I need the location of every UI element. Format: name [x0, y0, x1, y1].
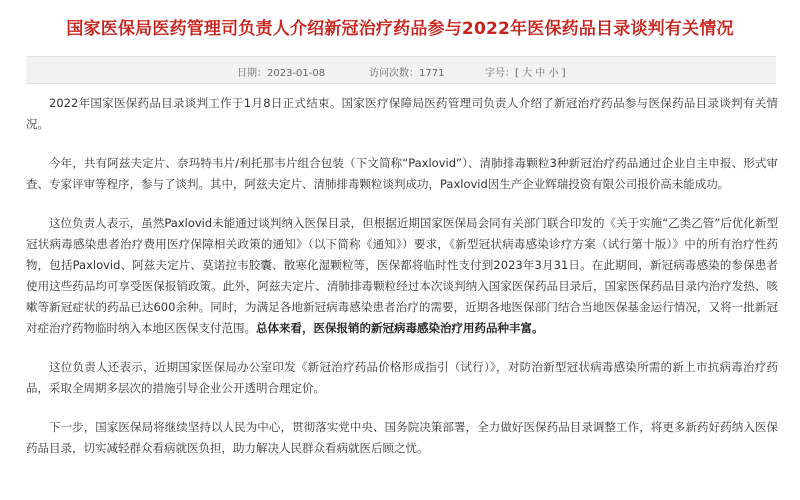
- font-size-small-button[interactable]: 小: [548, 68, 559, 79]
- font-size-large-button[interactable]: 大: [522, 68, 533, 79]
- date-label: 日期：: [237, 68, 267, 79]
- views-value: 1771: [419, 68, 445, 79]
- article-meta-bar: [26, 56, 776, 84]
- view-count: [369, 64, 444, 79]
- font-size-medium-button[interactable]: 中: [535, 68, 546, 79]
- article-title: 国家医保局医药管理司负责人介绍新冠治疗药品参与2022年医保药品目录谈判有关情况: [66, 19, 734, 39]
- date-value: 2023-01-08: [267, 68, 326, 79]
- paragraph-3-text: 这位负责人表示，虽然Paxlovid未能通过谈判纳入医保目录，但根据近期国家医保局会同有关部门联合印发的《关于实施“乙类乙管”后优化新型冠状病毒感染患者治疗费用医疗保障相关政策的通知》（以下简称《通知》）要求，《新型冠状病毒感染诊疗方案（试行第十版）》中的所有治疗性药物，包括Paxlovid、阿兹夫定片、莫诺拉韦胶囊、散寒化湿颗粒等，医保都将临时性支付到2023年3月31日。在此期间，新冠病毒感染的参保患者使用这些药品均可享受医保报销政策。此外，阿兹夫定片、清肺排毒颗粒经过本次谈判纳入国家医保药品目录后，国家医保药品目录内治疗发热、咳嗽等新冠症状的药品已达600余种。同时，为满足各地新冠病毒感染患者治疗的需要，近期各地医保部门结合当地医保基金运行情况，又将一批新冠对症治疗药物临时纳入本地区医保支付范围。: [26, 216, 778, 335]
- paragraph-3: [26, 213, 778, 339]
- font-size-selector: [485, 64, 566, 79]
- paragraph-1: 2022年国家医保药品目录谈判工作于1月8日正式结束。国家医疗保障局医药管理司负责人介绍了新冠治疗药品参与医保药品目录谈判有关情况。: [26, 96, 778, 131]
- fontsize-bracket-open: [: [515, 68, 519, 79]
- paragraph-2: 今年，共有阿兹夫定片、奈玛特韦片/利托那韦片组合包装（下文简称“Paxlovid”）、清肺排毒颗粒3种新冠治疗药品通过企业自主申报、形式审查、专家评审等程序，参与了谈判。其中，阿兹夫定片、清肺排毒颗粒谈判成功，Paxlovid因生产企业辉瑞投资有限公司报价高未能成功。: [26, 156, 778, 191]
- paragraph-3-emphasis: 总体来看，医保报销的新冠病毒感染治疗用药品种丰富。: [256, 321, 544, 335]
- paragraph-5: 下一步，国家医保局将继续坚持以人民为中心，贯彻落实党中央、国务院决策部署，全力做好医保药品目录调整工作，将更多新药好药纳入医保药品目录，切实减轻群众看病就医负担，助力解决人民群众看病就医后顾之忧。: [26, 420, 778, 455]
- paragraph-4: 这位负责人还表示，近期国家医保局办公室印发《新冠治疗药品价格形成指引（试行）》，对防治新型冠状病毒感染所需的新上市抗病毒治疗药品，采取全周期多层次的措施引导企业公开透明合理定价。: [26, 360, 778, 395]
- article-body: [26, 93, 778, 477]
- publish-date: [237, 64, 325, 79]
- fontsize-label: 字号：: [485, 68, 515, 79]
- views-label: 访问次数：: [369, 68, 419, 79]
- fontsize-bracket-close: ]: [561, 68, 566, 79]
